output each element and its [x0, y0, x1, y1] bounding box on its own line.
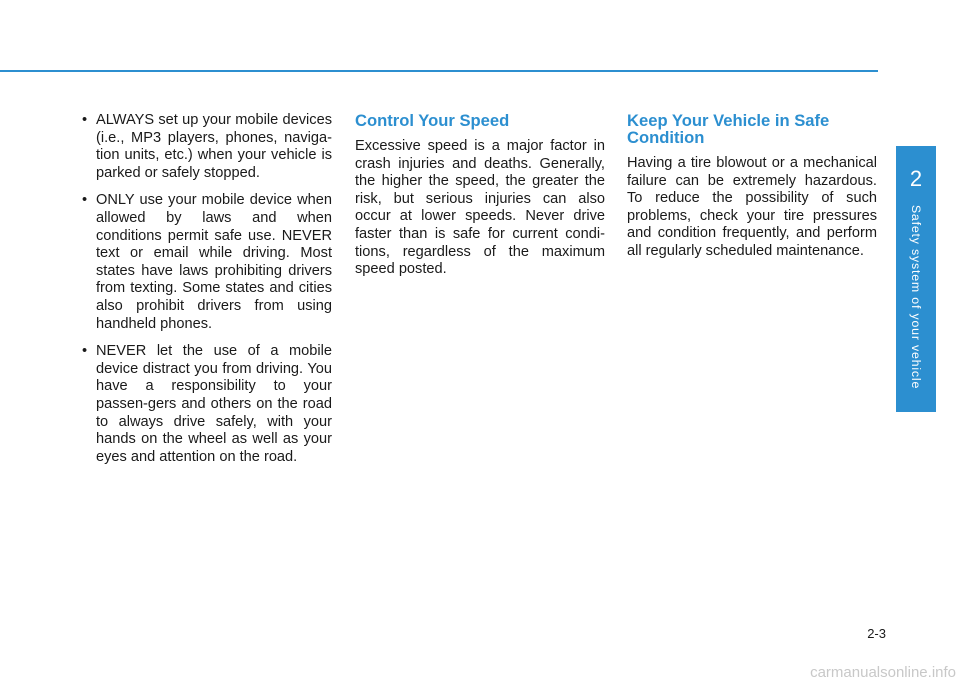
header-rule — [0, 70, 878, 72]
section-paragraph-condition: Having a tire blowout or a mechanical failure can be extremely hazardous. To reduce the possibility of such problems, check your tire pressures and condition frequently, and perform all regularly scheduled maintenance. — [627, 155, 877, 259]
section-paragraph-speed: Excessive speed is a major factor in crash injuries and deaths. Generally, the higher the speed, the greater the risk, but serious injuries can also occur at lower speeds. Never drive faster than is safe for current condi-tions, regardless of the maximum speed posted. — [355, 138, 605, 278]
left-column — [82, 112, 332, 476]
bullet-text: • ALWAYS set up your mobile devices (i.e., MP3 players, phones, naviga-tion units, etc.) when your vehicle is parked or safely stopped. — [96, 112, 332, 181]
bullet-item-distraction — [82, 343, 332, 466]
chapter-title: Safety system of your vehicle — [909, 204, 923, 390]
page-number: 2-3 — [867, 626, 886, 641]
bullet-list — [82, 112, 332, 466]
bullet-item-mobile-setup — [82, 112, 332, 182]
bullet-text: • NEVER let the use of a mobile device distract you from driving. You have a responsibility to your passen-gers and others on the road to always drive safely, with your hands on the wheel as well as your eyes and attention on the road. — [96, 343, 332, 465]
section-heading-speed: Control Your Speed — [355, 111, 510, 130]
middle-column — [355, 112, 605, 279]
section-heading-condition: Keep Your Vehicle in Safe Condition — [627, 111, 830, 147]
chapter-number: 2 — [909, 166, 923, 191]
chapter-title-wrapper — [896, 146, 936, 412]
right-column — [627, 112, 877, 261]
chapter-tab — [896, 146, 936, 412]
bullet-item-mobile-use — [82, 192, 332, 333]
bullet-text: • ONLY use your mobile device when allowed by laws and when conditions permit safe use. NEVER text or email while driving. Most states have laws prohibiting drivers from texting. Some states and cities also prohibit drivers from using handheld phones. — [96, 192, 332, 332]
watermark: carmanualsonline.info — [810, 664, 956, 681]
